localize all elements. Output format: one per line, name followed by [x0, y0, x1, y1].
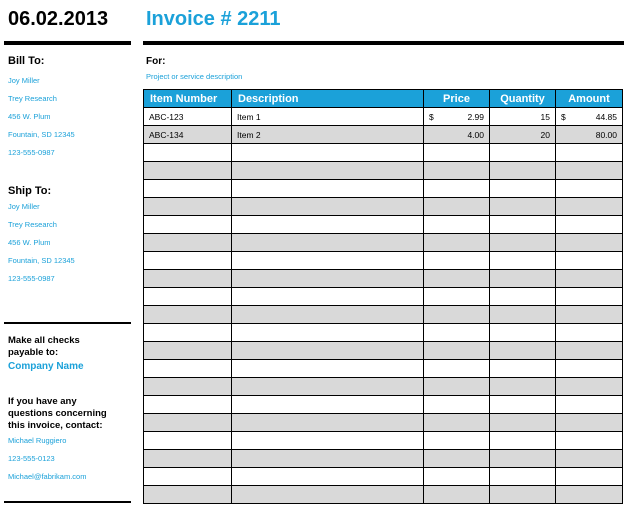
currency-symbol: $ [429, 111, 434, 122]
empty-cell[interactable] [232, 216, 424, 234]
empty-cell[interactable] [232, 468, 424, 486]
header-quantity: Quantity [490, 90, 556, 108]
empty-cell[interactable] [490, 450, 556, 468]
empty-cell[interactable] [144, 234, 232, 252]
empty-cell[interactable] [144, 216, 232, 234]
empty-cell[interactable] [144, 342, 232, 360]
empty-cell[interactable] [424, 324, 490, 342]
empty-cell[interactable] [490, 378, 556, 396]
payable-line-2: payable to: [8, 347, 59, 358]
table-row-empty [144, 324, 623, 342]
table-row-empty [144, 486, 623, 504]
empty-cell[interactable] [556, 342, 623, 360]
empty-cell[interactable] [144, 270, 232, 288]
empty-cell[interactable] [556, 378, 623, 396]
empty-cell[interactable] [556, 396, 623, 414]
table-row-empty [144, 378, 623, 396]
header-amount: Amount [556, 90, 623, 108]
contact-email: Michael@fabrikam.com [8, 472, 87, 481]
empty-cell[interactable] [144, 288, 232, 306]
table-row-empty [144, 432, 623, 450]
bill-to-city: Fountain, SD 12345 [8, 130, 75, 139]
empty-cell[interactable] [144, 396, 232, 414]
empty-cell[interactable] [424, 450, 490, 468]
empty-cell[interactable] [424, 216, 490, 234]
empty-cell[interactable] [556, 306, 623, 324]
empty-cell[interactable] [232, 414, 424, 432]
empty-cell[interactable] [424, 144, 490, 162]
empty-cell[interactable] [424, 180, 490, 198]
table-row-empty [144, 414, 623, 432]
empty-cell[interactable] [490, 216, 556, 234]
empty-cell[interactable] [144, 486, 232, 504]
empty-cell[interactable] [144, 162, 232, 180]
empty-cell[interactable] [232, 324, 424, 342]
empty-cell[interactable] [144, 252, 232, 270]
invoice-date: 06.02.2013 [8, 8, 109, 30]
empty-cell[interactable] [556, 324, 623, 342]
items-table [143, 89, 623, 504]
empty-cell[interactable] [232, 486, 424, 504]
price-cell[interactable]: 4.00 [424, 126, 490, 144]
empty-cell[interactable] [490, 180, 556, 198]
item-number-cell[interactable]: ABC-134 [144, 126, 232, 144]
description-cell[interactable]: Item 2 [232, 126, 424, 144]
table-row-empty [144, 180, 623, 198]
empty-cell[interactable] [424, 486, 490, 504]
empty-cell[interactable] [232, 306, 424, 324]
company-name: Company Name [8, 361, 84, 372]
empty-cell[interactable] [232, 198, 424, 216]
empty-cell[interactable] [556, 162, 623, 180]
table-row-empty [144, 270, 623, 288]
empty-cell[interactable] [424, 252, 490, 270]
ship-to-company: Trey Research [8, 220, 57, 229]
empty-cell[interactable] [424, 270, 490, 288]
empty-cell[interactable] [490, 306, 556, 324]
empty-cell[interactable] [424, 288, 490, 306]
empty-cell[interactable] [424, 342, 490, 360]
for-label: For: [146, 56, 166, 67]
empty-cell[interactable] [232, 288, 424, 306]
empty-cell[interactable] [490, 414, 556, 432]
empty-cell[interactable] [556, 198, 623, 216]
empty-cell[interactable] [232, 270, 424, 288]
empty-cell[interactable] [144, 414, 232, 432]
empty-cell[interactable] [490, 162, 556, 180]
empty-cell[interactable] [232, 144, 424, 162]
bill-to-street: 456 W. Plum [8, 112, 51, 121]
bill-to-name: Joy Miller [8, 76, 40, 85]
bill-to-label: Bill To: [8, 55, 45, 67]
empty-cell[interactable] [556, 360, 623, 378]
table-row-empty [144, 360, 623, 378]
header-price: Price [424, 90, 490, 108]
empty-cell[interactable] [556, 432, 623, 450]
empty-cell[interactable] [424, 468, 490, 486]
empty-cell[interactable] [144, 432, 232, 450]
empty-cell[interactable] [556, 216, 623, 234]
payable-line-1: Make all checks [8, 335, 80, 346]
empty-cell[interactable] [232, 234, 424, 252]
empty-cell[interactable] [490, 270, 556, 288]
empty-cell[interactable] [424, 162, 490, 180]
amount-cell[interactable] [556, 108, 623, 126]
empty-cell[interactable] [490, 252, 556, 270]
empty-cell[interactable] [556, 450, 623, 468]
table-row-empty [144, 288, 623, 306]
quantity-cell[interactable]: 20 [490, 126, 556, 144]
empty-cell[interactable] [424, 198, 490, 216]
amount-cell[interactable]: 80.00 [556, 126, 623, 144]
empty-cell[interactable] [490, 396, 556, 414]
empty-cell[interactable] [424, 306, 490, 324]
table-row-empty [144, 342, 623, 360]
quantity-cell[interactable]: 15 [490, 108, 556, 126]
empty-cell[interactable] [144, 198, 232, 216]
contact-name: Michael Ruggiero [8, 436, 67, 445]
questions-line-3: this invoice, contact: [8, 420, 103, 431]
table-row-empty [144, 234, 623, 252]
empty-cell[interactable] [232, 342, 424, 360]
sidebar-divider-1 [4, 322, 131, 324]
empty-cell[interactable] [424, 378, 490, 396]
empty-cell[interactable] [490, 144, 556, 162]
sidebar-divider-2 [4, 501, 131, 503]
empty-cell[interactable] [490, 342, 556, 360]
ship-to-phone: 123-555-0987 [8, 274, 55, 283]
empty-cell[interactable] [556, 234, 623, 252]
questions-line-1: If you have any [8, 396, 77, 407]
left-top-rule [4, 41, 131, 45]
empty-cell[interactable] [556, 270, 623, 288]
empty-cell[interactable] [556, 486, 623, 504]
header-item-number: Item Number [144, 90, 232, 108]
table-row-empty [144, 450, 623, 468]
right-top-rule [143, 41, 624, 45]
table-row-empty [144, 144, 623, 162]
invoice-title: Invoice # 2211 [146, 8, 281, 30]
empty-cell[interactable] [556, 414, 623, 432]
empty-cell[interactable] [232, 432, 424, 450]
empty-cell[interactable] [490, 486, 556, 504]
ship-to-label: Ship To: [8, 185, 52, 197]
empty-cell[interactable] [556, 288, 623, 306]
table-row [144, 108, 623, 126]
empty-cell[interactable] [232, 378, 424, 396]
price-cell[interactable] [424, 108, 490, 126]
empty-cell[interactable] [232, 252, 424, 270]
empty-cell[interactable] [490, 360, 556, 378]
price-value: 2.99 [467, 111, 484, 122]
empty-cell[interactable] [556, 144, 623, 162]
table-row-empty [144, 468, 623, 486]
amount-value: 44.85 [595, 111, 617, 122]
empty-cell[interactable] [424, 360, 490, 378]
bill-to-phone: 123-555-0987 [8, 148, 55, 157]
empty-cell[interactable] [144, 450, 232, 468]
table-row-empty [144, 216, 623, 234]
description-cell[interactable]: Item 1 [232, 108, 424, 126]
empty-cell[interactable] [556, 468, 623, 486]
empty-cell[interactable] [232, 396, 424, 414]
empty-cell[interactable] [232, 360, 424, 378]
empty-cell[interactable] [490, 468, 556, 486]
bill-to-company: Trey Research [8, 94, 57, 103]
empty-cell[interactable] [424, 432, 490, 450]
ship-to-street: 456 W. Plum [8, 238, 51, 247]
empty-cell[interactable] [144, 378, 232, 396]
table-row-empty [144, 252, 623, 270]
empty-cell[interactable] [144, 360, 232, 378]
empty-cell[interactable] [490, 432, 556, 450]
empty-cell[interactable] [232, 162, 424, 180]
empty-cell[interactable] [490, 234, 556, 252]
table-row-empty [144, 306, 623, 324]
empty-cell[interactable] [232, 180, 424, 198]
table-row [144, 126, 623, 144]
table-row-empty [144, 198, 623, 216]
empty-cell[interactable] [490, 198, 556, 216]
empty-cell[interactable] [424, 414, 490, 432]
ship-to-name: Joy Miller [8, 202, 40, 211]
questions-line-2: questions concerning [8, 408, 107, 419]
item-number-cell[interactable]: ABC-123 [144, 108, 232, 126]
currency-symbol: $ [561, 111, 566, 122]
empty-cell[interactable] [490, 324, 556, 342]
contact-phone: 123-555-0123 [8, 454, 55, 463]
header-description: Description [232, 90, 424, 108]
empty-cell[interactable] [556, 180, 623, 198]
ship-to-city: Fountain, SD 12345 [8, 256, 75, 265]
table-header-row [144, 90, 623, 108]
empty-cell[interactable] [144, 468, 232, 486]
empty-cell[interactable] [424, 234, 490, 252]
project-description: Project or service description [146, 72, 243, 81]
table-row-empty [144, 162, 623, 180]
empty-cell[interactable] [144, 306, 232, 324]
table-row-empty [144, 396, 623, 414]
empty-cell[interactable] [232, 450, 424, 468]
empty-cell[interactable] [144, 180, 232, 198]
empty-cell[interactable] [144, 324, 232, 342]
empty-cell[interactable] [424, 396, 490, 414]
empty-cell[interactable] [490, 288, 556, 306]
empty-cell[interactable] [144, 144, 232, 162]
empty-cell[interactable] [556, 252, 623, 270]
